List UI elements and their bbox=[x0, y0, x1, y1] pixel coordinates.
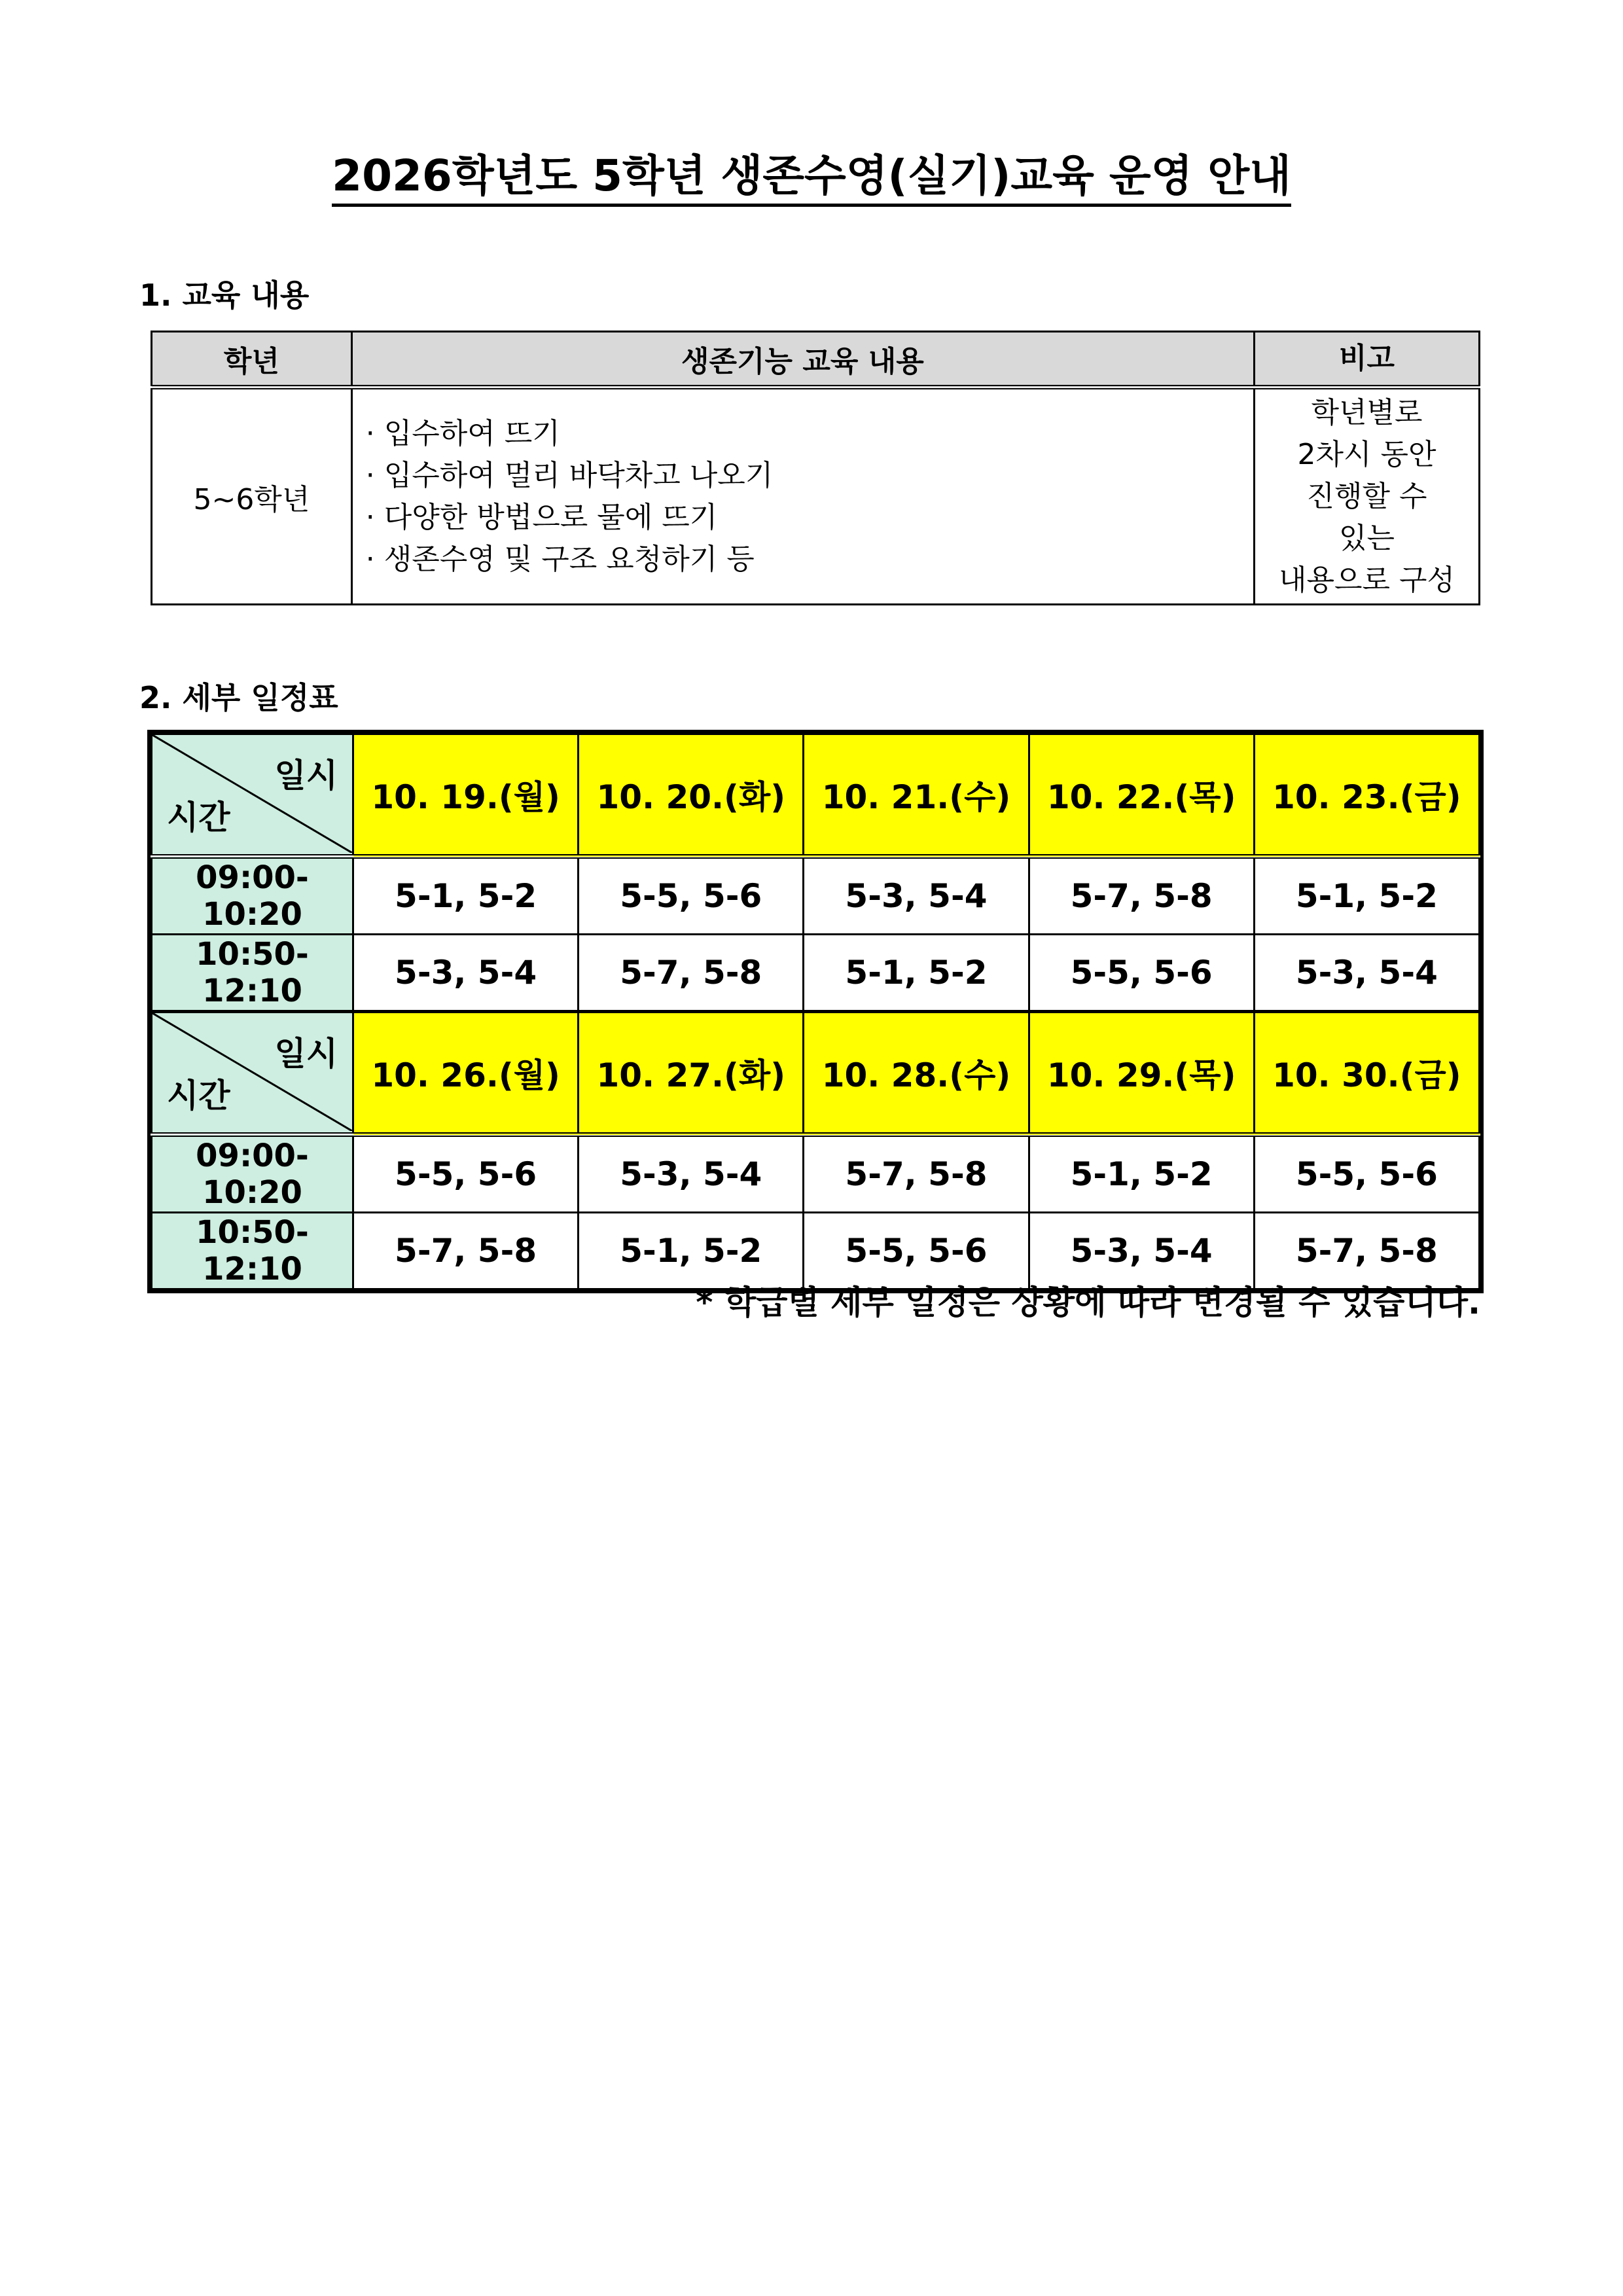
class-cell: 5-3, 5-4 bbox=[1029, 1213, 1254, 1289]
class-cell: 5-7, 5-8 bbox=[1029, 857, 1254, 935]
grade-cell: 5~6학년 bbox=[152, 387, 352, 605]
table-row bbox=[152, 1135, 1480, 1213]
time-cell: 09:00-10:20 bbox=[152, 857, 353, 935]
page-title bbox=[0, 141, 1623, 203]
class-cell: 5-5, 5-6 bbox=[353, 1135, 579, 1213]
note-line: 2차시 동안 bbox=[1297, 437, 1436, 471]
date-cell: 10. 30.(금) bbox=[1254, 1012, 1479, 1135]
class-cell: 5-7, 5-8 bbox=[1254, 1213, 1479, 1289]
class-cell: 5-1, 5-2 bbox=[1029, 1135, 1254, 1213]
date-cell: 10. 23.(금) bbox=[1254, 734, 1479, 857]
date-cell: 10. 28.(수) bbox=[804, 1012, 1029, 1135]
date-cell: 10. 21.(수) bbox=[804, 734, 1029, 857]
date-cell: 10. 20.(화) bbox=[579, 734, 804, 857]
content-cell bbox=[351, 387, 1254, 605]
note-line: 학년별로 bbox=[1311, 395, 1423, 429]
corner-cell bbox=[152, 734, 353, 857]
corner-date-label: 일시 bbox=[274, 1035, 338, 1073]
schedule-table bbox=[151, 733, 1480, 1290]
table-row bbox=[152, 935, 1480, 1012]
content-item: · 다양한 방법으로 물에 뜨기 bbox=[365, 500, 718, 534]
header-grade: 학년 bbox=[152, 332, 352, 387]
table-row bbox=[152, 857, 1480, 935]
schedule-footnote: * 학급별 세부 일정은 상황에 따라 변경될 수 있습니다. bbox=[696, 1283, 1480, 1321]
date-cell: 10. 29.(목) bbox=[1029, 1012, 1254, 1135]
time-cell: 09:00-10:20 bbox=[152, 1135, 353, 1213]
section-2-heading: 2. 세부 일정표 bbox=[139, 680, 338, 715]
content-item: · 생존수영 및 구조 요청하기 등 bbox=[365, 542, 755, 576]
class-cell: 5-5, 5-6 bbox=[804, 1213, 1029, 1289]
class-cell: 5-5, 5-6 bbox=[1029, 935, 1254, 1012]
class-cell: 5-3, 5-4 bbox=[804, 857, 1029, 935]
time-cell: 10:50-12:10 bbox=[152, 1213, 353, 1289]
schedule-date-row bbox=[152, 734, 1480, 857]
date-cell: 10. 27.(화) bbox=[579, 1012, 804, 1135]
content-item: · 입수하여 멀리 바닥차고 나오기 bbox=[365, 458, 774, 492]
class-cell: 5-5, 5-6 bbox=[579, 857, 804, 935]
class-cell: 5-7, 5-8 bbox=[804, 1135, 1029, 1213]
class-cell: 5-5, 5-6 bbox=[1254, 1135, 1479, 1213]
table-row bbox=[152, 387, 1480, 605]
date-cell: 10. 26.(월) bbox=[353, 1012, 579, 1135]
page-title-text: 2026학년도 5학년 생존수영(실기)교육 운영 안내 bbox=[332, 151, 1291, 207]
class-cell: 5-3, 5-4 bbox=[1254, 935, 1479, 1012]
schedule-date-row bbox=[152, 1012, 1480, 1135]
note-cell bbox=[1254, 387, 1479, 605]
corner-date-label: 일시 bbox=[274, 757, 338, 795]
corner-time-label: 시간 bbox=[167, 1077, 230, 1115]
note-line: 있는 bbox=[1338, 521, 1395, 555]
note-line: 내용으로 구성 bbox=[1278, 563, 1455, 597]
content-item: · 입수하여 뜨기 bbox=[365, 416, 560, 450]
class-cell: 5-1, 5-2 bbox=[579, 1213, 804, 1289]
education-content-table bbox=[151, 331, 1480, 605]
time-cell: 10:50-12:10 bbox=[152, 935, 353, 1012]
class-cell: 5-3, 5-4 bbox=[353, 935, 579, 1012]
header-content: 생존기능 교육 내용 bbox=[351, 332, 1254, 387]
header-note: 비고 bbox=[1254, 332, 1479, 387]
class-cell: 5-3, 5-4 bbox=[579, 1135, 804, 1213]
date-cell: 10. 19.(월) bbox=[353, 734, 579, 857]
class-cell: 5-1, 5-2 bbox=[1254, 857, 1479, 935]
class-cell: 5-1, 5-2 bbox=[804, 935, 1029, 1012]
section-1-heading: 1. 교육 내용 bbox=[139, 278, 310, 313]
corner-time-label: 시간 bbox=[167, 798, 230, 836]
class-cell: 5-7, 5-8 bbox=[579, 935, 804, 1012]
date-cell: 10. 22.(목) bbox=[1029, 734, 1254, 857]
table-header-row bbox=[152, 332, 1480, 387]
class-cell: 5-7, 5-8 bbox=[353, 1213, 579, 1289]
note-line: 진행할 수 bbox=[1306, 479, 1427, 513]
class-cell: 5-1, 5-2 bbox=[353, 857, 579, 935]
corner-cell bbox=[152, 1012, 353, 1135]
